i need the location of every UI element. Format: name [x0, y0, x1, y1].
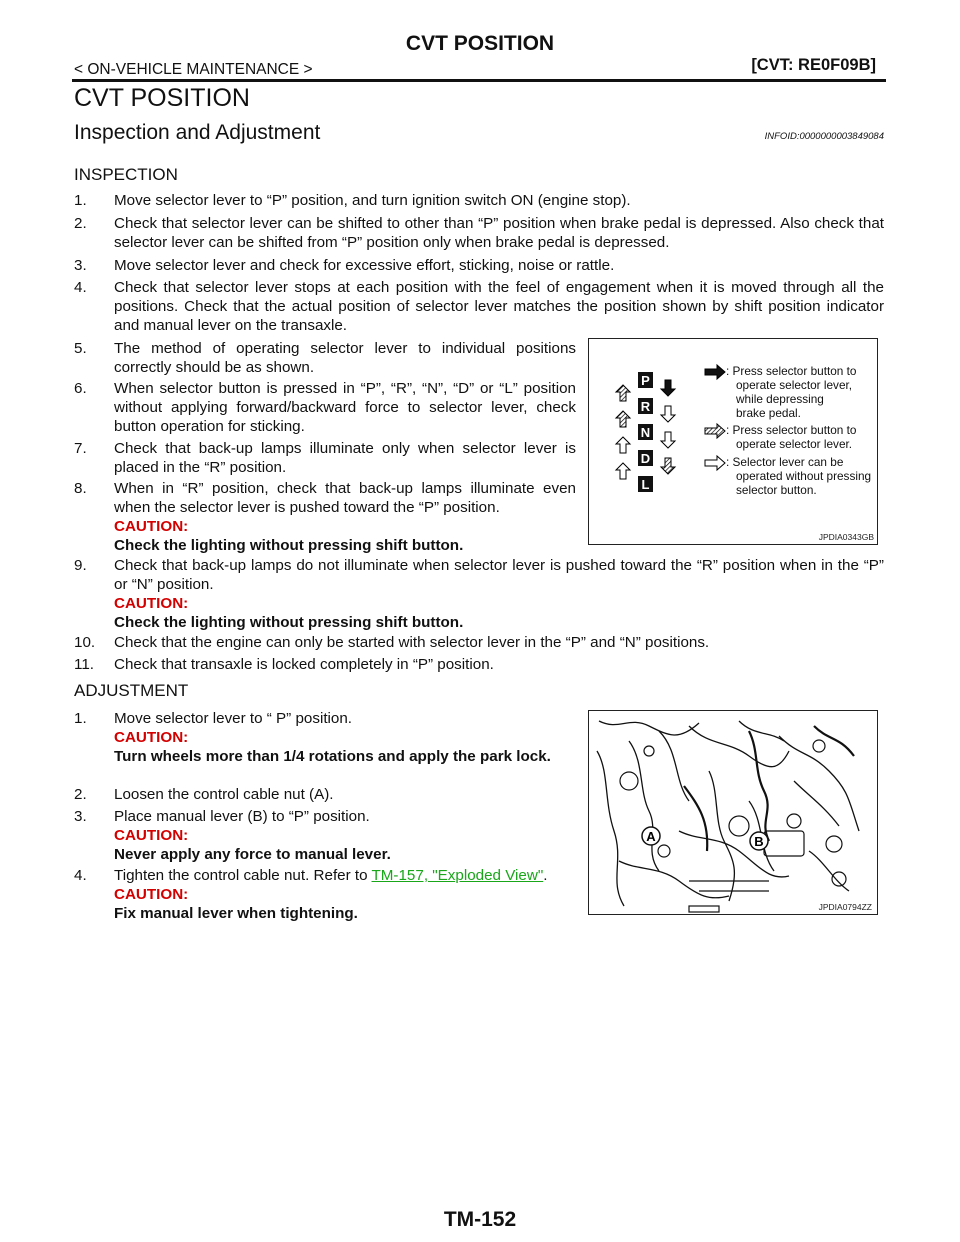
adjustment-step-2: 2. Loosen the control cable nut (A).	[74, 786, 334, 803]
inspection-step-6: 6. When selector button is pressed in “P”, “R”, “N”, “D” or “L” position without applying forward/backward force to selector lever, check button operation for sticking.	[74, 380, 576, 435]
inspection-step-11: 11. Check that transaxle is locked completely in “P” position.	[74, 656, 494, 673]
solid-down-arrow-icon	[661, 380, 675, 396]
inspection-step-3: 3. Move selector lever and check for excessive effort, sticking, noise or rattle.	[74, 257, 615, 274]
outline-up-arrow-icon	[616, 463, 630, 479]
inspection-step-2: 2. Check that selector lever can be shifted to other than “P” position when brake pedal is depressed. Also check that selector lever can be shifted from “P” position only when brake pedal is depressed.	[74, 215, 884, 251]
legend-entry-3: : Selector lever can be operated without pressing selector button.	[726, 455, 872, 497]
callout-b	[750, 832, 768, 850]
section-subtitle: Inspection and Adjustment	[74, 121, 321, 144]
adjustment-heading: ADJUSTMENT	[74, 681, 189, 700]
legend-outline-arrow-icon	[705, 456, 725, 470]
legend-entry-2: : Press selector button to operate selector lever.	[726, 423, 857, 451]
exploded-view-link[interactable]: TM-157, "Exploded View"	[371, 867, 544, 884]
inspection-step-7: 7. Check that back-up lamps illuminate only when selector lever is placed in the “R” position.	[74, 440, 576, 476]
callout-a-label: A	[646, 829, 656, 844]
right-arrows	[661, 380, 675, 474]
hatched-up-arrow-icon	[616, 411, 630, 427]
inspection-step-10: 10. Check that the engine can only be started with selector lever in the “P” and “N” positions.	[74, 634, 710, 651]
figure-code: JPDIA0343GB	[818, 532, 874, 542]
page-number: TM-152	[443, 1208, 517, 1231]
position-label-l: L	[641, 477, 650, 492]
legend-solid-arrow-icon	[705, 365, 725, 379]
hatched-up-arrow-icon	[616, 385, 630, 401]
position-label-r: R	[640, 399, 651, 414]
outline-up-arrow-icon	[616, 437, 630, 453]
callout-a	[642, 827, 660, 845]
header-section: < ON-VEHICLE MAINTENANCE >	[74, 61, 313, 78]
inspection-step-9: 9. Check that back-up lamps do not illuminate when selector lever is pushed toward the “R” position when in the “P” or “N” position. CAUTION: Check the lighting without pressing shift button.	[74, 557, 884, 631]
position-label-p: P	[641, 373, 650, 388]
legend-entry-1: : Press selector button to operate selector lever, while depressing brake pedal.	[726, 364, 857, 420]
inspection-step-1: 1. Move selector lever to “P” position, and turn ignition switch ON (engine stop).	[74, 192, 631, 209]
page-title: CVT POSITION	[74, 84, 250, 112]
figure-code: JPDIA0794ZZ	[818, 902, 872, 912]
legend-hatched-arrow-icon	[705, 424, 725, 438]
inspection-step-5: 5. The method of operating selector lever to individual positions correctly should be as shown.	[74, 340, 576, 376]
hatched-down-arrow-icon	[661, 458, 675, 474]
adjustment-step-1: 1. Move selector lever to “ P” position. CAUTION: Turn wheels more than 1/4 rotations and apply the park lock.	[74, 710, 551, 765]
inspection-step-8: 8. When in “R” position, check that back-up lamps illuminate even when the selector lever is pushed toward the “P” position. CAUTION: Check the lighting without pressing shift button.	[74, 480, 576, 554]
engine-bay-illustration	[589, 711, 877, 914]
adjustment-step-4: 4. Tighten the control cable nut. Refer to TM-157, "Exploded View". CAUTION: Fix manual lever when tightening.	[74, 867, 548, 922]
position-label-d: D	[640, 451, 651, 466]
engine-bay-figure	[588, 710, 878, 915]
info-id: INFOID:0000000003849084	[764, 131, 884, 142]
position-label-n: N	[640, 425, 651, 440]
left-arrows	[616, 385, 630, 479]
outline-down-arrow-icon	[661, 406, 675, 422]
selector-operation-figure	[588, 338, 878, 545]
adjustment-step-3: 3. Place manual lever (B) to “P” position. CAUTION: Never apply any force to manual lever.	[74, 808, 391, 863]
inspection-heading: INSPECTION	[74, 165, 178, 184]
outline-down-arrow-icon	[661, 432, 675, 448]
header-model: [CVT: RE0F09B]	[751, 56, 876, 74]
header-title: CVT POSITION	[405, 32, 555, 55]
callout-b-label: B	[754, 834, 764, 849]
inspection-step-4: 4. Check that selector lever stops at each position with the feel of engagement when it is moved through all the positions. Check that the actual position of selector lever matches the position shown by shift position indicator and manual lever on the transaxle.	[74, 279, 884, 334]
header-rule	[72, 79, 886, 82]
